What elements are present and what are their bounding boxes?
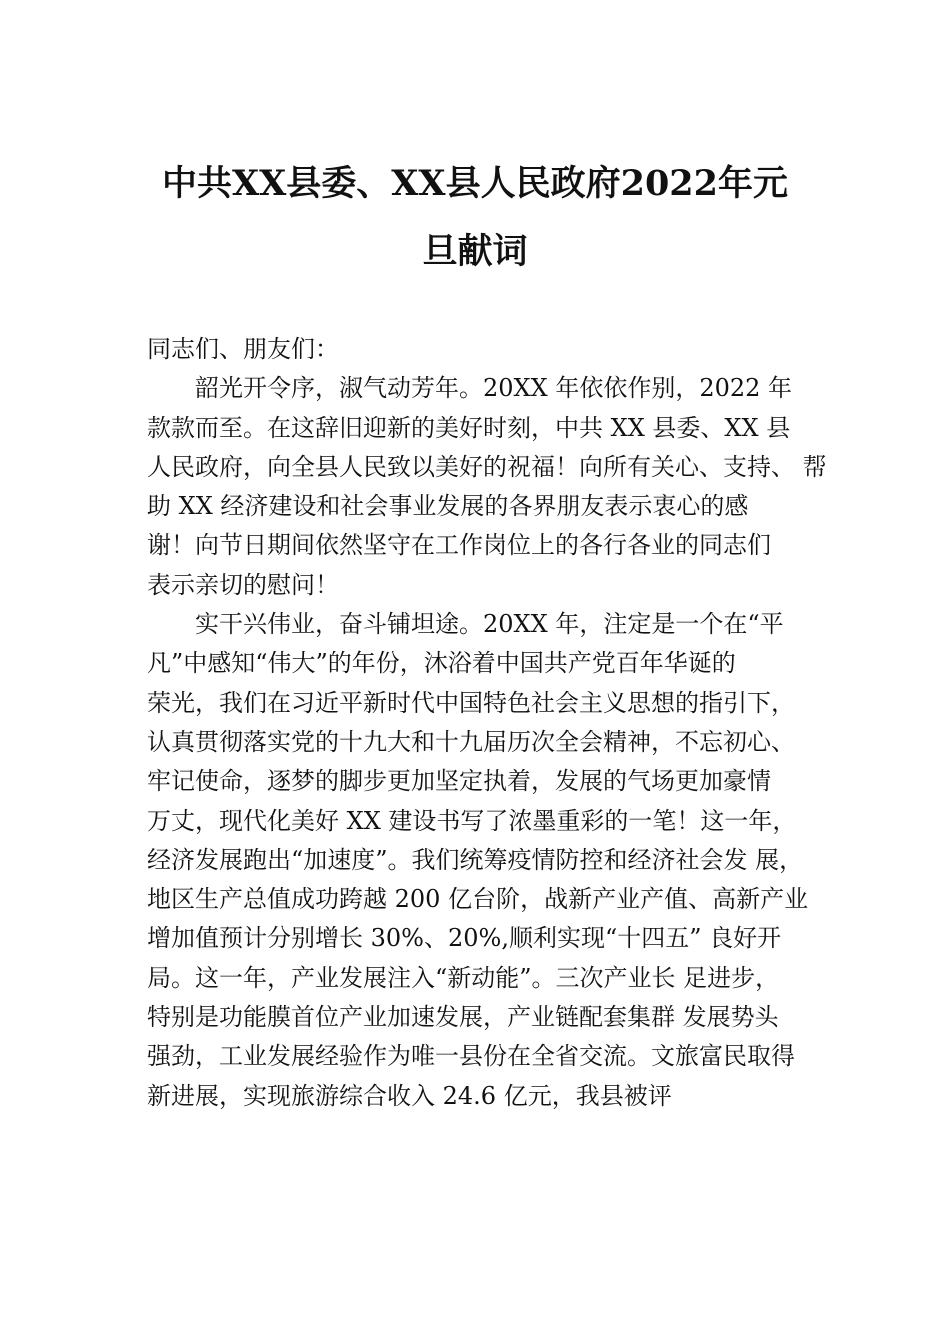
greeting: 同志们、朋友们： <box>147 335 339 363</box>
body-line: 地区生产总值成功跨越 200 亿台阶，战新产业产值、高新产业 <box>147 885 809 914</box>
title-line-2: 旦献词 <box>422 231 528 272</box>
body-line: 荣光，我们在习近平新时代中国特色社会主义思想的指引下， <box>147 688 795 717</box>
body-line: 认真贯彻落实党的十九大和十九届历次全会精神，不忘初心、 <box>147 727 795 756</box>
body-line: 谢！向节日期间依然坚守在工作岗位上的各行各业的同志们 <box>147 531 771 560</box>
body-line: 新进展，实现旅游综合收入 24.6 亿元，我县被评 <box>147 1081 672 1110</box>
body-line: 款款而至。在这辞旧迎新的美好时刻，中共 XX 县委、XX 县 <box>147 413 791 442</box>
body-line: 实干兴伟业，奋斗铺坦途。20XX 年，注定是一个在“平 <box>147 610 784 639</box>
title-line-1: 中共XX县委、XX县人民政府2022年元 <box>161 163 789 204</box>
body-line: 韶光开令序，淑气动芳年。20XX 年依依作别，2022 年 <box>147 374 793 403</box>
body-line: 人民政府，向全县人民致以美好的祝福！向所有关心、支持、 帮 <box>147 452 827 481</box>
body-line: 助 XX 经济建设和社会事业发展的各界朋友表示衷心的感 <box>147 492 749 521</box>
body-line: 凡”中感知“伟大”的年份，沐浴着中国共产党百年华诞的 <box>147 649 736 678</box>
body-line: 经济发展跑出“加速度”。我们统筹疫情防控和经济社会发 展， <box>147 845 804 874</box>
body-line: 局。这一年，产业发展注入“新动能”。三次产业长 足进步， <box>147 963 780 992</box>
body-line: 牢记使命，逐梦的脚步更加坚定执着，发展的气场更加豪情 <box>147 767 771 796</box>
body-line: 表示亲切的慰问！ <box>147 570 339 599</box>
body-line: 特别是功能膜首位产业加速发展，产业链配套集群 发展势头 <box>147 1003 779 1032</box>
body-line: 强劲，工业发展经验作为唯一县份在全省交流。文旅富民取得 <box>147 1042 795 1071</box>
body-text <box>147 330 847 1116</box>
body-line: 万丈，现代化美好 XX 建设书写了浓墨重彩的一笔！这一年， <box>147 806 797 835</box>
body-line: 增加值预计分别增长 30%、20%,顺利实现“十四五” 良好开 <box>147 924 782 953</box>
